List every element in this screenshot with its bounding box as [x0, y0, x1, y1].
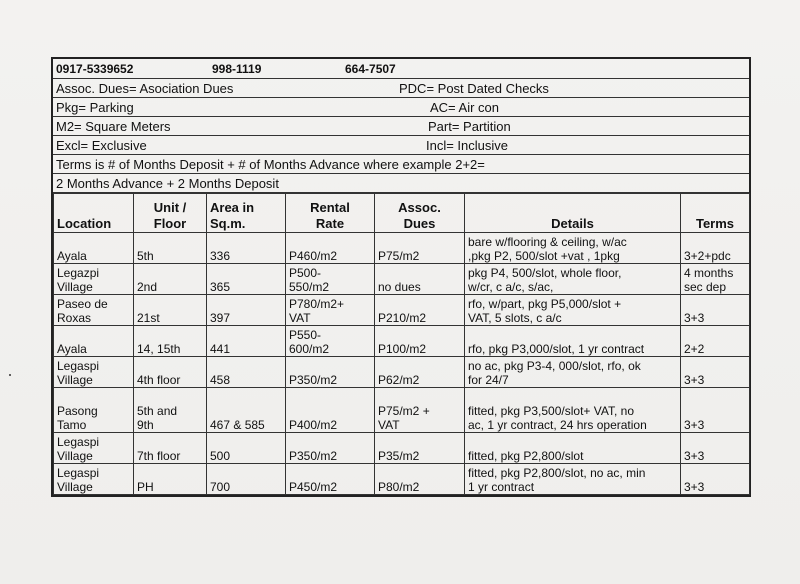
cell-unit-floor: 4th floor: [134, 357, 207, 388]
legend-right: Part= Partition: [428, 119, 511, 134]
legend-right: PDC= Post Dated Checks: [399, 81, 549, 96]
cell-assoc-dues: P35/m2: [375, 433, 465, 464]
cell-location: Ayala: [54, 233, 134, 264]
cell-details: fitted, pkg P2,800/slot: [465, 433, 681, 464]
col-header-unit-floor: Unit / Floor: [134, 194, 207, 233]
table-row: [54, 233, 750, 264]
cell-unit-floor: 2nd: [134, 264, 207, 295]
cell-location: Legaspi Village: [54, 357, 134, 388]
cell-terms: 3+3: [681, 433, 750, 464]
col-header-rental-rate: Rental Rate: [286, 194, 375, 233]
cell-rental-rate: P780/m2+ VAT: [286, 295, 375, 326]
cell-details: bare w/flooring & ceiling, w/ac ,pkg P2, 500/slot +vat , 1pkg: [465, 233, 681, 264]
cell-unit-floor: 5th and 9th: [134, 388, 207, 433]
table-row: [54, 357, 750, 388]
cell-area: 500: [207, 433, 286, 464]
cell-unit-floor: 7th floor: [134, 433, 207, 464]
legend-left: M2= Square Meters: [56, 119, 171, 134]
cell-details: rfo, pkg P3,000/slot, 1 yr contract: [465, 326, 681, 357]
cell-area: 458: [207, 357, 286, 388]
cell-rental-rate: P550- 600/m2: [286, 326, 375, 357]
scan-speck: [9, 374, 11, 376]
cell-area: 365: [207, 264, 286, 295]
col-header-area: Area in Sq.m.: [207, 194, 286, 233]
cell-rental-rate: P450/m2: [286, 464, 375, 495]
cell-location: Pasong Tamo: [54, 388, 134, 433]
cell-area: 467 & 585: [207, 388, 286, 433]
cell-unit-floor: PH: [134, 464, 207, 495]
cell-rental-rate: P350/m2: [286, 433, 375, 464]
cell-details: rfo, w/part, pkg P5,000/slot + VAT, 5 slots, c a/c: [465, 295, 681, 326]
cell-details: pkg P4, 500/slot, whole floor, w/cr, c a/c, s/ac,: [465, 264, 681, 295]
cell-location: Legaspi Village: [54, 433, 134, 464]
cell-area: 441: [207, 326, 286, 357]
table-row: [54, 295, 750, 326]
cell-details: no ac, pkg P3-4, 000/slot, rfo, ok for 24/7: [465, 357, 681, 388]
table-header-row: [54, 194, 750, 233]
table-row: [54, 433, 750, 464]
cell-details: fitted, pkg P2,800/slot, no ac, min 1 yr contract: [465, 464, 681, 495]
cell-location: Legaspi Village: [54, 464, 134, 495]
col-header-terms: Terms: [681, 194, 750, 233]
phone-row: [53, 59, 749, 79]
listings-table: [53, 193, 750, 495]
legend-right: AC= Air con: [430, 100, 500, 115]
table-row: [54, 464, 750, 495]
legend-row: [53, 117, 749, 136]
cell-location: Legazpi Village: [54, 264, 134, 295]
cell-terms: 4 months sec dep: [681, 264, 750, 295]
legend-row: [53, 98, 749, 117]
col-header-assoc-dues: Assoc. Dues: [375, 194, 465, 233]
table-row: [54, 388, 750, 433]
cell-area: 700: [207, 464, 286, 495]
cell-rental-rate: P460/m2: [286, 233, 375, 264]
legend-right: Incl= Inclusive: [426, 138, 509, 153]
cell-location: Ayala: [54, 326, 134, 357]
cell-details: fitted, pkg P3,500/slot+ VAT, no ac, 1 yr contract, 24 hrs operation: [465, 388, 681, 433]
col-header-location: Location: [54, 194, 134, 233]
legend-left: Assoc. Dues= Asociation Dues: [56, 81, 234, 96]
legend-left: Pkg= Parking: [56, 100, 134, 115]
legend-row: [53, 79, 749, 98]
cell-rental-rate: P350/m2: [286, 357, 375, 388]
phone-1: 0917-5339652: [56, 62, 134, 76]
phone-3: 664-7507: [345, 62, 396, 76]
col-header-details: Details: [465, 194, 681, 233]
cell-assoc-dues: P62/m2: [375, 357, 465, 388]
cell-assoc-dues: P75/m2 + VAT: [375, 388, 465, 433]
legend-row: [53, 136, 749, 155]
cell-terms: 3+3: [681, 464, 750, 495]
cell-area: 397: [207, 295, 286, 326]
cell-assoc-dues: P100/m2: [375, 326, 465, 357]
terms-note-line: 2 Months Advance + 2 Months Deposit: [53, 174, 749, 193]
table-row: [54, 326, 750, 357]
cell-assoc-dues: P80/m2: [375, 464, 465, 495]
cell-terms: 3+2+pdc: [681, 233, 750, 264]
cell-unit-floor: 5th: [134, 233, 207, 264]
listing-document: [51, 57, 751, 497]
cell-assoc-dues: P75/m2: [375, 233, 465, 264]
cell-location: Paseo de Roxas: [54, 295, 134, 326]
cell-rental-rate: P500- 550/m2: [286, 264, 375, 295]
terms-note-line: Terms is # of Months Deposit + # of Months Advance where example 2+2=: [53, 155, 749, 174]
cell-terms: 3+3: [681, 357, 750, 388]
cell-terms: 2+2: [681, 326, 750, 357]
cell-assoc-dues: P210/m2: [375, 295, 465, 326]
cell-terms: 3+3: [681, 388, 750, 433]
cell-unit-floor: 14, 15th: [134, 326, 207, 357]
table-row: [54, 264, 750, 295]
legend-left: Excl= Exclusive: [56, 138, 147, 153]
cell-assoc-dues: no dues: [375, 264, 465, 295]
cell-unit-floor: 21st: [134, 295, 207, 326]
cell-area: 336: [207, 233, 286, 264]
cell-terms: 3+3: [681, 295, 750, 326]
cell-rental-rate: P400/m2: [286, 388, 375, 433]
phone-2: 998-1119: [212, 62, 262, 76]
